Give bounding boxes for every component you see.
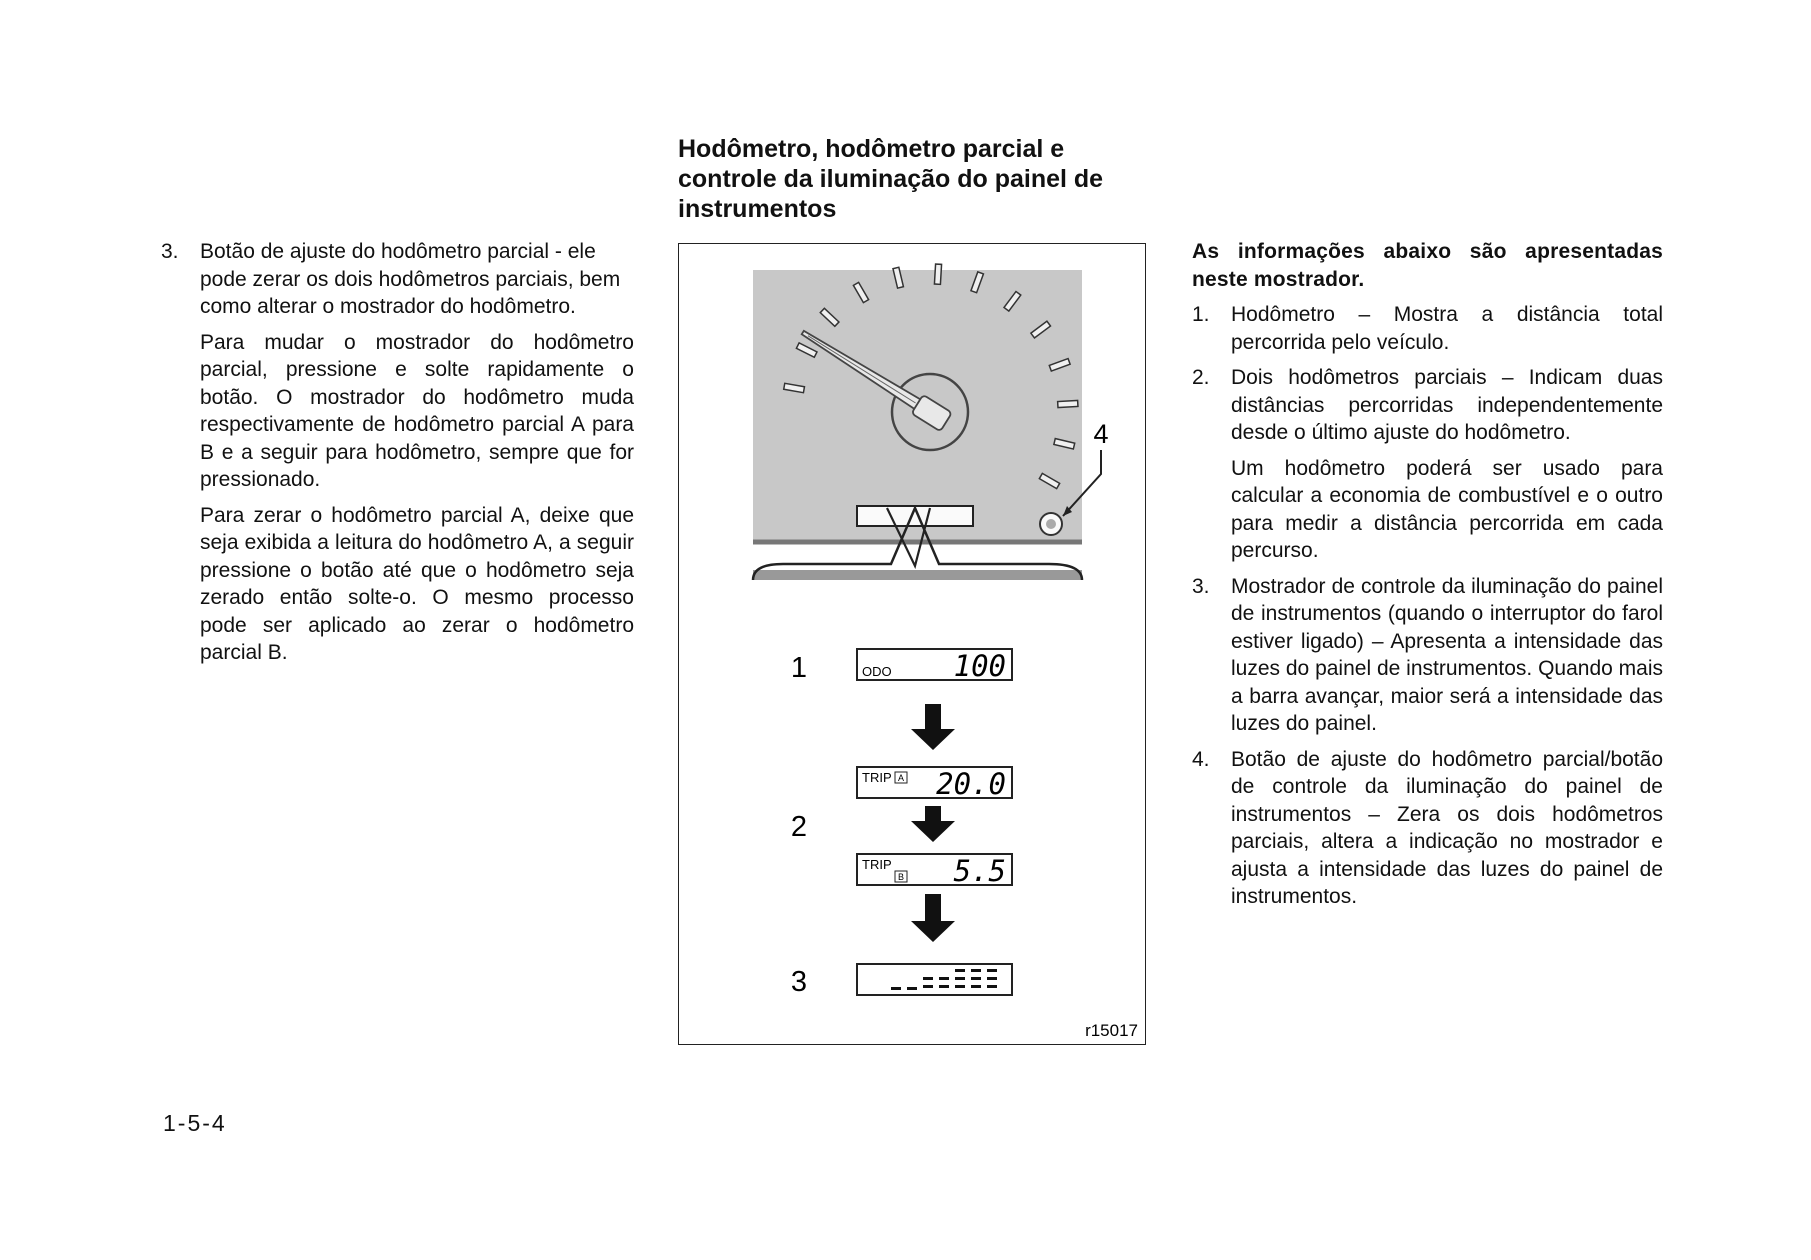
instrument-figure xyxy=(678,243,1146,1045)
illumination-segment xyxy=(907,987,917,990)
panel-strip xyxy=(753,570,1082,580)
trip-b-value: 5.5 xyxy=(953,854,1006,888)
paragraph: Mostrador de controle da iluminação do painel de instrumentos (quando o interruptor do farol estiver ligado) – Apresenta a intensidade das luzes do painel de instrumentos. Quando mais a barra avançar, maior será a intensidade das luzes do painel. xyxy=(1231,574,1663,735)
odo-value: 100 xyxy=(953,649,1006,683)
gauge-tick xyxy=(934,264,941,284)
illumination-segment xyxy=(971,985,981,988)
arrow-down-icon xyxy=(911,894,955,942)
paragraph: Um hodômetro poderá ser usado para calcular a economia de combustível e o outro para medir a distância percorrida em cada percurso. xyxy=(1231,456,1663,562)
trip-a-letter: A xyxy=(897,773,905,783)
illumination-segment xyxy=(987,985,997,988)
illumination-segment xyxy=(987,977,997,980)
item-number: 4. xyxy=(1192,747,1210,771)
list-item xyxy=(1192,746,1663,911)
trip-b-label: TRIP xyxy=(862,857,892,872)
list-item xyxy=(1192,364,1663,565)
illumination-segment xyxy=(939,977,949,980)
illumination-segment xyxy=(955,969,965,972)
list-item xyxy=(161,238,634,667)
paragraph: Hodômetro – Mostra a distância total percorrida pelo veículo. xyxy=(1231,303,1663,354)
callout-3: 3 xyxy=(790,966,807,998)
odometer-illustration xyxy=(679,244,1145,1044)
trip-b-letter: B xyxy=(897,872,905,882)
item-number: 1. xyxy=(1192,303,1210,326)
item-number: 2. xyxy=(1192,366,1210,389)
illumination-segment xyxy=(923,985,933,988)
illumination-segment xyxy=(987,969,997,972)
callout-1: 1 xyxy=(790,652,807,684)
illumination-segment xyxy=(891,987,901,990)
left-column xyxy=(161,238,634,675)
paragraph: Para mudar o mostrador do hodômetro parcial, pressione e solte rapidamente o botão. O mostrador do hodômetro muda respectivamente de hodômetro parcial A para B e a seguir para hodômetro, sempre que for pressionado. xyxy=(200,330,634,491)
intro-text: As informações abaixo são apresentadas neste mostrador. xyxy=(1192,240,1663,291)
trip-a-label: TRIP xyxy=(862,770,892,785)
right-column xyxy=(1192,238,1663,919)
illumination-segment xyxy=(923,977,933,980)
paragraph: Dois hodômetros parciais – Indicam duas distâncias percorridas independentemente desde o último ajuste do hodômetro. xyxy=(1231,366,1663,444)
page-number: 1-5-4 xyxy=(163,1110,227,1136)
illumination-segment xyxy=(955,977,965,980)
trip-a-value: 20.0 xyxy=(936,767,1006,801)
gauge-tick xyxy=(1058,400,1078,407)
list-item xyxy=(1192,573,1663,738)
illumination-segment xyxy=(971,969,981,972)
section-title: Hodômetro, hodômetro parcial e controle da iluminação do painel de instrumentos xyxy=(678,135,1104,223)
odo-label: ODO xyxy=(862,664,892,679)
illumination-segment xyxy=(939,985,949,988)
callout-2: 2 xyxy=(790,811,807,843)
illumination-segment xyxy=(971,977,981,980)
paragraph: Para zerar o hodômetro parcial A, deixe que seja exibida a leitura do hodômetro A, a seguir pressione o botão até que o hodômetro seja zerado então solte-o. O mesmo processo pode ser aplicado ao zerar o hodômetro parcial B. xyxy=(200,503,634,664)
figure-code: r15017 xyxy=(1085,1021,1138,1040)
list-item xyxy=(1192,301,1663,356)
item-number: 3. xyxy=(1192,574,1210,598)
paragraph: Botão de ajuste do hodômetro parcial/botão de controle da iluminação do painel de instrumentos – Zera os dois hodômetros parciais, altera a indicação no mostrador e ajusta a intensidade das luzes do painel de instrumentos. xyxy=(1231,747,1663,908)
arrow-down-icon xyxy=(911,704,955,750)
arrow-down-icon xyxy=(911,806,955,842)
item-number: 3. xyxy=(161,240,179,263)
button-center xyxy=(1046,519,1056,529)
callout-4: 4 xyxy=(1093,419,1109,449)
paragraph: Botão de ajuste do hodômetro parcial - ele pode zerar os dois hodômetros parciais, bem como alterar o mostrador do hodômetro. xyxy=(200,240,621,318)
illumination-segment xyxy=(955,985,965,988)
